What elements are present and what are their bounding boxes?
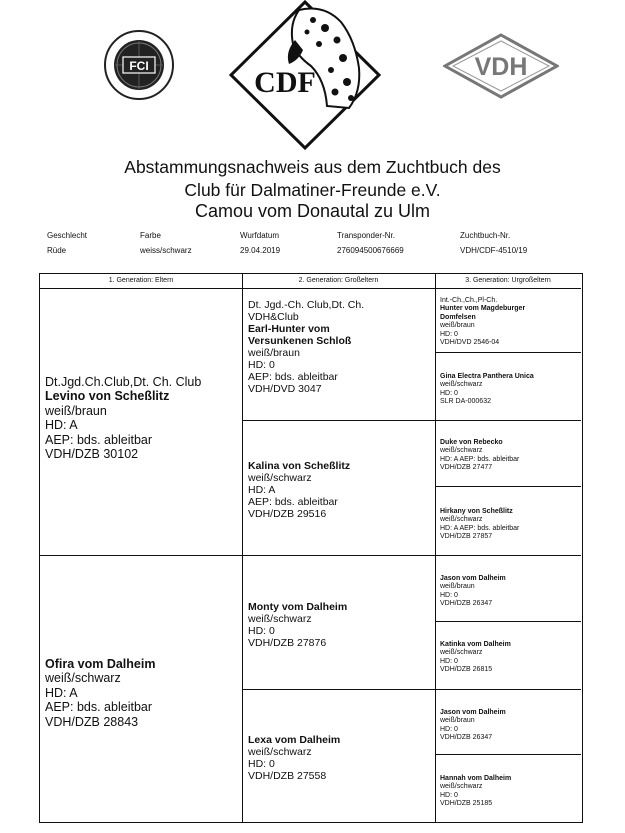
row-divider — [435, 754, 581, 755]
meta-label: Transponder-Nr. — [337, 231, 395, 240]
dog-color: weiß/schwarz — [440, 447, 483, 455]
dog-studbook: VDH/DZB 26347 — [440, 734, 493, 742]
dam-name: Ofira vom Dalheim — [45, 657, 156, 671]
meta-value: Rüde — [47, 246, 67, 255]
row-divider — [435, 486, 581, 487]
dam-entry — [45, 657, 155, 729]
sire-entry — [45, 375, 201, 461]
dog-name-title: Camou vom Donautal zu Ulm — [194, 201, 431, 221]
meta-label: Zuchtbuch-Nr. — [460, 231, 511, 240]
dog-hd: HD: 0 — [440, 791, 458, 799]
cdf-logo — [229, 0, 381, 150]
header-generation-2: 2. Generation: Großeltern — [242, 274, 435, 289]
great-grandparent-1 — [440, 297, 525, 347]
dog-name: Hannah vom Dalheim — [440, 775, 512, 782]
meta-label: Wurfdatum — [240, 231, 279, 240]
dog-studbook: VDH/DZB 29516 — [248, 508, 327, 521]
document-title-line1: Abstammungsnachweis aus dem Zuchtbuch des — [124, 157, 501, 177]
dog-studbook: VDH/DVD 2546-04 — [440, 338, 500, 346]
dog-hd: HD: 0 — [440, 657, 458, 665]
meta-label: Farbe — [140, 231, 161, 240]
meta-value: 276094500676669 — [337, 246, 404, 255]
dog-color: weiß/schwarz — [248, 613, 312, 626]
dog-color: weiß/schwarz — [248, 746, 312, 759]
dog-studbook: VDH/DZB 25185 — [440, 800, 493, 808]
granddam-maternal-entry — [248, 734, 340, 782]
row-divider — [435, 352, 581, 353]
dog-name: Versunkenen Schloß — [248, 335, 352, 348]
dog-hd: HD: 0 — [248, 359, 275, 372]
dog-name: Kalina von Scheßlitz — [248, 460, 351, 472]
dam-studbook: VDH/DZB 28843 — [45, 714, 139, 729]
dog-name: Monty vom Dalheim — [248, 601, 348, 613]
great-grandparent-7 — [440, 709, 506, 743]
dog-studbook: VDH/DZB 27876 — [248, 637, 327, 650]
meta-birthdate — [240, 231, 280, 255]
dog-name: Domfelsen — [440, 313, 476, 321]
dog-color: weiß/braun — [440, 583, 475, 591]
sire-hd: HD: A — [45, 418, 78, 433]
dog-color: weiß/schwarz — [440, 381, 483, 389]
dog-hd-aep: HD: A AEP: bds. ableitbar — [440, 524, 520, 532]
dam-color: weiß/schwarz — [45, 671, 121, 686]
grandsire-maternal-entry — [248, 601, 347, 649]
dog-aep: AEP: bds. ableitbar — [248, 496, 338, 509]
dog-hd-aep: HD: A AEP: bds. ableitbar — [440, 455, 520, 463]
dog-color: weiß/schwarz — [248, 472, 312, 485]
column-divider — [242, 274, 243, 822]
dog-color: weiß/braun — [440, 322, 475, 330]
great-grandparent-4 — [440, 508, 519, 542]
dog-name: Duke von Rebecko — [440, 439, 503, 446]
sire-aep: AEP: bds. ableitbar — [45, 432, 153, 447]
dog-hd: HD: 0 — [440, 389, 458, 397]
dog-color: weiß/braun — [440, 717, 475, 725]
dog-name: Jason vom Dalheim — [440, 709, 506, 716]
dog-name: Jason vom Dalheim — [440, 575, 506, 582]
dog-studbook: VDH/DVD 3047 — [248, 383, 322, 396]
granddam-paternal-entry — [248, 460, 350, 520]
row-divider — [435, 621, 581, 622]
meta-transponder — [337, 231, 404, 255]
meta-color — [140, 231, 192, 255]
dog-hd: HD: 0 — [248, 625, 275, 638]
dog-hd: HD: 0 — [440, 591, 458, 599]
sire-studbook: VDH/DZB 30102 — [45, 446, 139, 461]
great-grandparent-5 — [440, 575, 506, 609]
dog-color: weiß/braun — [248, 347, 300, 360]
row-divider — [242, 420, 581, 421]
dog-aep: AEP: bds. ableitbar — [248, 371, 338, 384]
header-generation-3: 3. Generation: Urgroßeltern — [435, 274, 581, 289]
fci-logo — [103, 29, 175, 101]
dog-name: Hunter vom Magdeburger — [440, 305, 526, 313]
meta-value: 29.04.2019 — [240, 246, 281, 255]
dog-name: Earl-Hunter vom — [248, 323, 330, 336]
dog-hd: HD: 0 — [440, 725, 458, 733]
dam-hd: HD: A — [45, 685, 78, 700]
dog-studbook: SLR DA-000632 — [440, 398, 491, 406]
sire-color: weiß/braun — [45, 403, 107, 418]
header-generation-1: 1. Generation: Eltern — [40, 274, 242, 289]
dog-color: weiß/schwarz — [440, 649, 483, 657]
dog-studbook: VDH/DZB 27558 — [248, 770, 327, 783]
great-grandparent-3 — [440, 439, 519, 473]
meta-studbook — [460, 231, 527, 255]
sire-name: Levino von Scheßlitz — [45, 389, 170, 404]
dog-studbook: VDH/DZB 26815 — [440, 666, 493, 674]
vdh-logo-text: VDH — [474, 53, 528, 81]
meta-value: VDH/CDF-4510/19 — [460, 246, 528, 255]
pedigree-table — [39, 273, 583, 823]
meta-label: Geschlecht — [47, 231, 88, 240]
row-divider — [242, 689, 581, 690]
title-line: Dt. Jgd.-Ch. Club,Dt. Ch. — [248, 299, 365, 311]
great-grandparent-2 — [440, 373, 534, 407]
dog-studbook: VDH/DZB 27477 — [440, 464, 493, 472]
grandsire-paternal-entry — [248, 299, 364, 396]
dog-studbook: VDH/DZB 26347 — [440, 600, 493, 608]
document-title-line2: Club für Dalmatiner-Freunde e.V. — [184, 180, 441, 200]
great-grandparent-8 — [440, 775, 511, 809]
title-line: Int.-Ch.,Ch.,Pl-Ch. — [440, 297, 498, 304]
sire-title: Dt.Jgd.Ch.Club,Dt. Ch. Club — [45, 375, 202, 389]
dog-hd: HD: 0 — [248, 758, 275, 771]
great-grandparent-6 — [440, 641, 511, 675]
dog-studbook: VDH/DZB 27857 — [440, 533, 493, 541]
dog-name: Gina Electra Panthera Unica — [440, 373, 534, 380]
meta-sex — [47, 231, 87, 255]
dam-aep: AEP: bds. ableitbar — [45, 700, 153, 715]
column-divider — [435, 274, 436, 822]
dog-hd: HD: A — [248, 484, 276, 497]
cdf-logo-text: CDF — [254, 66, 316, 99]
dog-name: Katinka vom Dalheim — [440, 641, 511, 648]
dog-color: weiß/schwarz — [440, 783, 483, 791]
meta-value: weiss/schwarz — [140, 246, 192, 255]
vdh-logo — [443, 33, 559, 99]
dog-name: Hirkany von Scheßlitz — [440, 508, 513, 515]
dog-name: Lexa vom Dalheim — [248, 734, 341, 746]
dog-hd: HD: 0 — [440, 330, 458, 338]
dog-color: weiß/schwarz — [440, 516, 483, 524]
title-line: VDH&Club — [248, 311, 299, 324]
row-divider — [40, 555, 581, 556]
fci-logo-text: FCI — [129, 59, 149, 73]
